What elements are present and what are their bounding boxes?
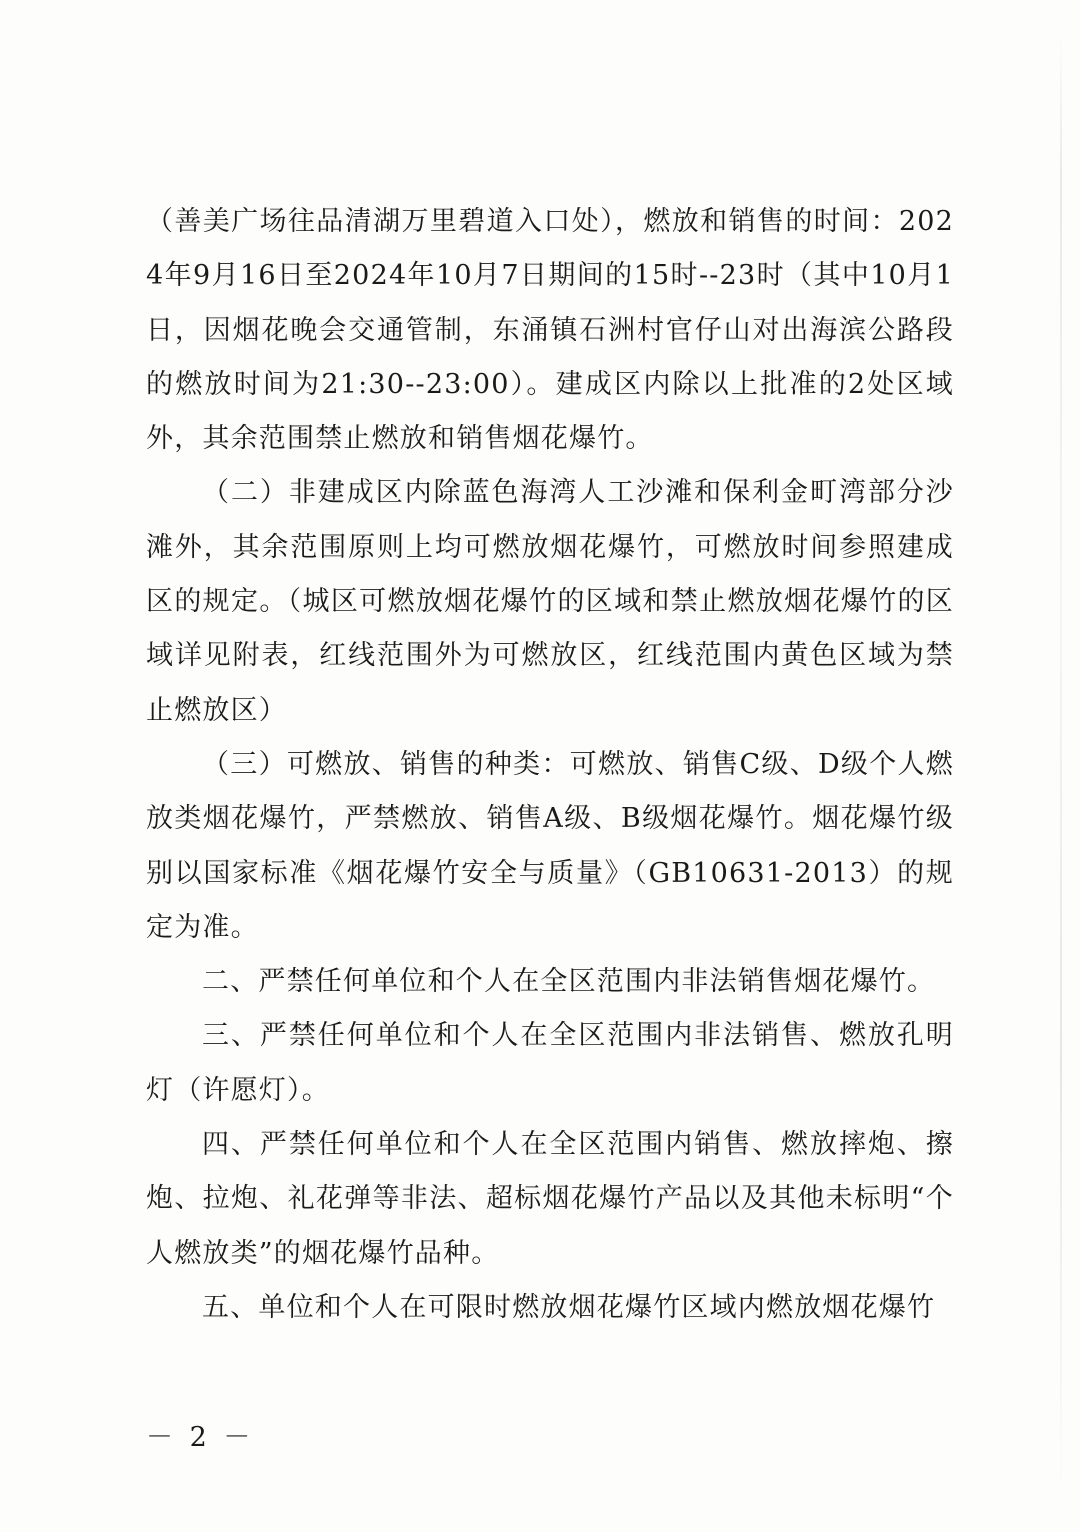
page-number: － 2 － (146, 1422, 255, 1453)
scan-edge-shadow (1060, 30, 1062, 1510)
paragraph-fireworks-types: （三）可燃放、销售的种类：可燃放、销售C级、D级个人燃放类烟花爆竹，严禁燃放、销售A级、B级烟花爆竹。烟花爆竹级别以国家标准《烟花爆竹安全与质量》（GB10631-2013）的规定为准。 (146, 748, 954, 943)
paragraph-item-three: 三、严禁任何单位和个人在全区范围内非法销售、燃放孔明灯（许愿灯）。 (146, 1020, 954, 1106)
paragraph-item-five: 五、单位和个人在可限时燃放烟花爆竹区域内燃放烟花爆竹 (202, 1291, 936, 1323)
document-body (146, 195, 954, 1335)
paragraph-item-four: 四、严禁任何单位和个人在全区范围内销售、燃放摔炮、擦炮、拉炮、礼花弹等非法、超标烟花爆竹产品以及其他未标明“个人燃放类”的烟花爆竹品种。 (146, 1129, 954, 1269)
paragraph-non-built-area: （二）非建成区内除蓝色海湾人工沙滩和保利金町湾部分沙滩外，其余范围原则上均可燃放烟花爆竹，可燃放时间参照建成区的规定。（城区可燃放烟花爆竹的区域和禁止燃放烟花爆竹的区域详见附表，红线范围外为可燃放区，红线范围内黄色区域为禁止燃放区） (146, 477, 954, 726)
paragraph-fireworks-time: （善美广场往品清湖万里碧道入口处），燃放和销售的时间：2024年9月16日至2024年10月7日期间的15时--23时（其中10月1日，因烟花晚会交通管制，东涌镇石洲村官仔山对出海滨公路段的燃放时间为21:30--23:00）。建成区内除以上批准的2处区域外，其余范围禁止燃放和销售烟花爆竹。 (146, 206, 954, 455)
paragraph-item-two: 二、严禁任何单位和个人在全区范围内非法销售烟花爆竹。 (202, 966, 936, 998)
